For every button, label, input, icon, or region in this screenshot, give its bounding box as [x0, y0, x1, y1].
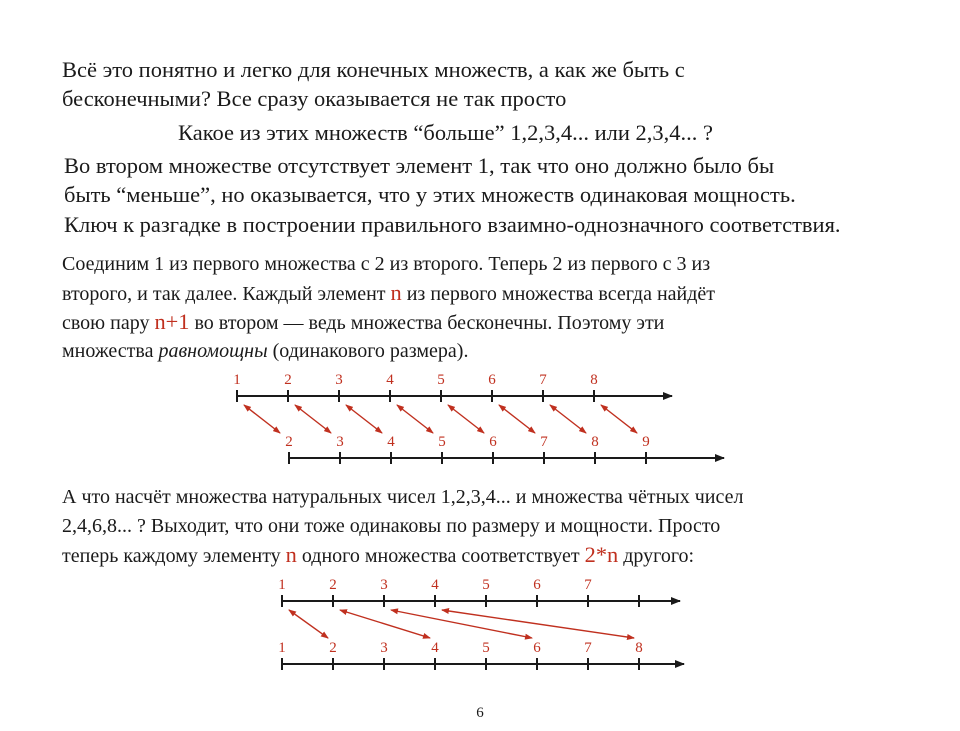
top-number-label: 8	[590, 372, 598, 388]
correspondence-arrow	[448, 405, 484, 433]
para1-line-1: Соединим 1 из первого множества с 2 из второго. Теперь 2 из первого с 3 из	[62, 253, 711, 275]
top-number-label: 3	[335, 372, 343, 388]
para1-text: второго, и так далее. Каждый элемент	[62, 283, 391, 305]
bottom-number-label: 7	[540, 434, 548, 450]
para2-text: другого:	[618, 545, 695, 567]
bottom-number-label: 1	[278, 640, 286, 656]
top-number-label: 1	[233, 372, 241, 388]
bottom-number-label: 3	[336, 434, 344, 450]
para2-line-2: 2,4,6,8... ? Выходит, что они тоже одинаковы по размеру и мощности. Просто	[62, 515, 721, 537]
correspondence-arrow	[391, 610, 532, 638]
correspondence-arrow	[397, 405, 433, 433]
correspondence-arrow	[550, 405, 586, 433]
para1-text: множества	[62, 340, 159, 362]
para2-text: теперь каждому элементу	[62, 545, 286, 567]
explain-line-1: Во втором множестве отсутствует элемент 1, так что оно должно было бы	[64, 153, 775, 178]
emphasis-equipotent: равномощны	[158, 340, 268, 362]
bottom-number-label: 5	[482, 640, 490, 656]
question-line: Какое из этих множеств “больше” 1,2,3,4... или 2,3,4... ?	[178, 120, 714, 145]
bottom-number-label: 6	[533, 640, 541, 656]
bottom-number-label: 2	[285, 434, 293, 450]
correspondence-arrow	[499, 405, 535, 433]
bottom-number-label: 9	[642, 434, 650, 450]
top-number-label: 2	[284, 372, 292, 388]
diagram-n-to-2n	[0, 572, 960, 682]
correspondence-arrow	[601, 405, 637, 433]
correspondence-arrow	[295, 405, 331, 433]
explain-line-2: быть “меньше”, но оказывается, что у этих множеств одинаковая мощность.	[64, 182, 796, 207]
bottom-number-label: 7	[584, 640, 592, 656]
top-number-label: 7	[539, 372, 547, 388]
correspondence-arrow	[442, 610, 634, 638]
intro-line-1: Всё это понятно и легко для конечных множеств, а как же быть с	[62, 57, 685, 82]
top-number-label: 4	[386, 372, 394, 388]
correspondence-arrow	[289, 610, 328, 638]
bottom-number-label: 5	[438, 434, 446, 450]
top-number-label: 2	[329, 577, 337, 593]
top-number-label: 1	[278, 577, 286, 593]
intro-line-2: бесконечными? Все сразу оказывается не так просто	[62, 86, 567, 111]
para1-text: свою пару	[62, 312, 155, 334]
key-line: Ключ к разгадке в построении правильного взаимно-однозначного соответствия.	[64, 212, 841, 237]
page-number: 6	[476, 705, 484, 721]
bottom-number-label: 2	[329, 640, 337, 656]
correspondence-arrow	[244, 405, 280, 433]
para1-text: во втором — ведь множества бесконечны. Поэтому эти	[189, 312, 665, 334]
formula-n-plus-1: n+1	[154, 309, 190, 334]
bottom-number-label: 3	[380, 640, 388, 656]
formula-n: n	[285, 542, 297, 567]
correspondence-arrow	[340, 610, 430, 638]
top-number-label: 7	[584, 577, 592, 593]
top-number-label: 5	[437, 372, 445, 388]
para1-text: (одинакового размера).	[267, 340, 469, 362]
para1-text: из первого множества всегда найдёт	[401, 283, 716, 305]
bottom-number-label: 4	[387, 434, 395, 450]
formula-n: n	[390, 280, 402, 305]
formula-2n: 2*n	[584, 542, 619, 567]
para2-line-3	[62, 542, 694, 569]
top-number-label: 4	[431, 577, 439, 593]
bottom-number-label: 4	[431, 640, 439, 656]
para2-line-1: А что насчёт множества натуральных чисел 1,2,3,4... и множества чётных чисел	[62, 486, 744, 508]
top-number-label: 3	[380, 577, 388, 593]
para2-text: одного множества соответствует	[296, 545, 585, 567]
para1-line-3	[62, 309, 664, 336]
correspondence-arrow	[346, 405, 382, 433]
para1-line-4	[62, 338, 468, 364]
top-number-label: 5	[482, 577, 490, 593]
top-number-label: 6	[533, 577, 541, 593]
bottom-number-label: 8	[635, 640, 643, 656]
top-number-label: 6	[488, 372, 496, 388]
diagram-n-to-n-plus-1	[0, 366, 960, 476]
para1-line-2	[62, 280, 715, 307]
bottom-number-label: 8	[591, 434, 599, 450]
bottom-number-label: 6	[489, 434, 497, 450]
